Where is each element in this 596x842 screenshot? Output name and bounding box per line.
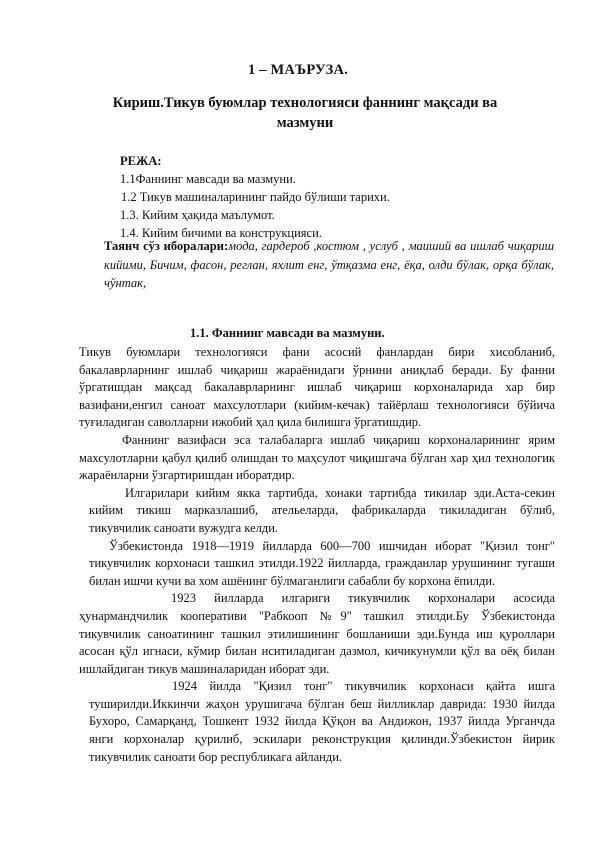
plan-item: 1.2 Тикув машиналарининг пайдо бўлиши тарихи. xyxy=(121,190,390,204)
paragraph: 1924 йилда "Қизил тонг" тикувчилик корхонаси қайта ишга туширилди.Иккинчи жаҳон урушигача бўлган беш йилликлар даврида: 1930 йилда Бухоро, Самарқанд, Тошкент 1932 йилда Қўқон ва Андижон, 1937 йилда Урганчда янги корхоналар қурилиб, эскилари реконструкция қилинди.Ўзбекистон йирик тикувчилик саноати бор республикага айланди. xyxy=(89,679,555,764)
paragraph: Тикув буюмлари технологияси фани асосий фанлардан бири хисобланиб, бакалаврларнинг ишлаб чиқариш жараёнидаги ўрнини аниқлаб беради. Бу фанни ўргатишдан мақсад бакалаврларнинг ишлаб чиқариш корхоналарида хар бир вазифани,енгил саноат махсулотлари (кийим-кечак) тайёрлаш технологияси бўйича туғиладиган саволларни ижобий ҳал қила билишга ўргатишдир. xyxy=(79,345,555,430)
plan-item: 1.3. Кийим ҳақида маълумот. xyxy=(120,208,275,222)
paragraph: Илгарилари кийим якка тартибда, хонаки тартибда тикилар эди.Аста-секин кийим тикиш марказлашиб, ательеларда, фабрикаларда тикиладиган бўлиб, тикувчилик саноати вужудга келди. xyxy=(89,485,555,535)
plan-item: 1.1Фаннинг мавсади ва мазмуни. xyxy=(120,172,296,186)
plan-heading: РЕЖА: xyxy=(120,154,162,168)
plan-section xyxy=(120,152,390,242)
keywords-text: мода, гардероб ,костюм , услуб , маиший ва ишлаб чиқариш кийими, Бичим, фасон, реглан, яхлит енг, ўтқазма енг, ёқа, олди бўлак, орқа бўлак, чўнтак, xyxy=(104,239,555,290)
body-text xyxy=(79,344,555,766)
keywords-block xyxy=(104,237,554,293)
paragraph: Фаннинг вазифаси эса талабаларга ишлаб чиқариш корхоналарининг ярим махсулотларни қабул қилиб олишдан то маҳсулот чиқишгача бўлган хар ҳил технологик жараёнларни ўзгартиришдан иборатдир. xyxy=(79,432,555,483)
paragraph: 1923 йилларда илгариги тикувчилик корхоналари асосида ҳунармандчилик кооперативи "Рабкооп №9" ташкил этилди.Бу Ўзбекистонда тикувчилик саноатининг ташкил этилишининг бошланиши эди.Бунда иш қуроллари асосан қўл игнаси, кўмир билан иситиладиган дазмол, кичикунумли қўл ва оёқ билан ишлайдиган тикув машиналаридан иборат эди. xyxy=(79,591,555,676)
lecture-title: 1 – МАЪРУЗА. xyxy=(247,62,349,78)
section-title: 1.1. Фаннинг мавсади ва мазмуни. xyxy=(190,326,385,340)
keywords-label: Таянч сўз иборалари: xyxy=(104,239,229,253)
plan-item: 1.4. Кийим бичими ва конструкцияси. xyxy=(120,226,322,240)
paragraph: Ўзбекистонда 1918—1919 йилларда 600—700 ишчидан иборат "Қизил тонг" тикувчилик корхонаси ташкил этилди.1922 йилларда, гражданлар урушининг тугаши билан ишчи кучи ва хом ашёнинг бўлмаганлиги сабабли бу корхона ёпилди. xyxy=(89,538,555,588)
main-title: Кириш.Тикув буюмлар технологияси фаннинг мақсади ва мазмуни xyxy=(112,95,498,131)
